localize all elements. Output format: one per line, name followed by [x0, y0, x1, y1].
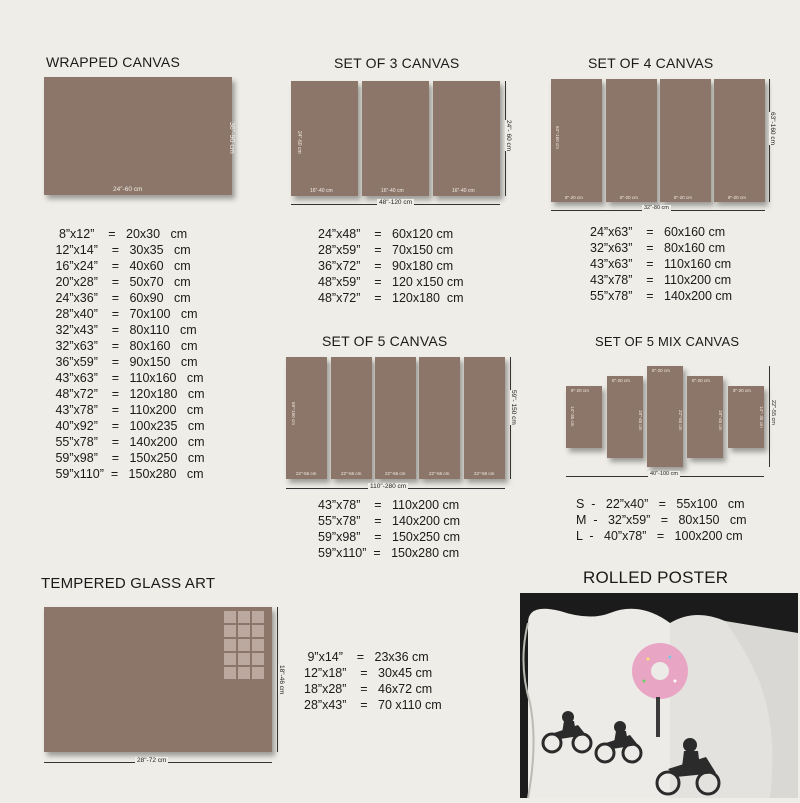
set4-panel-3	[660, 79, 711, 202]
size-row: 12”x18” = 30x45 cm	[304, 666, 433, 680]
poster-title: ROLLED POSTER	[583, 568, 729, 587]
size-row: 36”x59” = 90x150 cm	[52, 355, 198, 369]
set5mix-height-label: 22"-55 cm	[770, 400, 776, 425]
size-row: 24”x63” = 60x160 cm	[590, 225, 726, 239]
size-row: 18”x28” = 46x72 cm	[304, 682, 433, 696]
size-row: 48”x59” = 120 x150 cm	[318, 275, 464, 289]
set3-panel-2	[362, 81, 429, 196]
set4-panel-2	[606, 79, 657, 202]
set4-sizes-list	[590, 224, 732, 304]
wrapped-sizes-list	[52, 226, 205, 482]
set5-panel-label-5: 22"-56 cm	[474, 471, 495, 476]
set5mix-panel-label-4: 8"-20 cm	[692, 378, 710, 383]
set3-height-label: 24"- 60 cm	[505, 120, 512, 152]
set5mix-panel-label-3: 8"-20 cm	[652, 368, 670, 373]
glass-panel	[44, 607, 272, 752]
set5-sizes-list	[318, 497, 460, 561]
set5mix-title: SET OF 5 MIX CANVAS	[595, 334, 740, 349]
size-row: L - 40”x78” = 100x200 cm	[576, 529, 743, 543]
set5-side-label: 59"-150 cm	[291, 402, 296, 425]
set3-panel-3	[433, 81, 500, 196]
size-row: 24”x48” = 60x120 cm	[318, 227, 454, 241]
poster-frame	[520, 593, 798, 798]
set5mix-panel-label-2: 8"-20 cm	[612, 378, 630, 383]
size-row: 43”x78” = 110x200 cm	[52, 403, 204, 417]
set4-panel-label-3: 8"-20 cm	[674, 195, 692, 200]
set5-panel-4	[419, 357, 460, 479]
set3-panel-label-1: 16"-40 cm	[310, 188, 333, 194]
set5mix-side-5: 14"- 35 cm	[759, 406, 764, 428]
set5-panel-5	[464, 357, 505, 479]
set5-panel-label-4: 22"-56 cm	[429, 471, 450, 476]
set5mix-side-4: 18"-45 cm	[718, 410, 723, 431]
glass-sizes-list	[304, 649, 442, 713]
set3-panel-label-3: 16"-40 cm	[452, 188, 475, 194]
size-row: 59”x110” = 150x280 cm	[318, 546, 460, 560]
size-row: 32”x43” = 80x110 cm	[52, 323, 197, 337]
wrapped-width-label: 24"-60 cm	[113, 186, 143, 193]
set3-side-label: 24"-60 cm	[296, 131, 302, 154]
set5-title: SET OF 5 CANVAS	[322, 333, 448, 349]
set4-title: SET OF 4 CANVAS	[588, 55, 714, 71]
size-row: 43”x63” = 110x160 cm	[590, 257, 732, 271]
set5mix-sizes-list	[576, 496, 747, 544]
size-row: 43”x78” = 110x200 cm	[318, 498, 460, 512]
size-row: 8”x12” = 20x30 cm	[52, 227, 188, 241]
set3-width-label: 48"-120 cm	[379, 199, 413, 206]
set4-side-label: 63"-160 cm	[555, 126, 560, 149]
set3-title: SET OF 3 CANVAS	[334, 55, 460, 71]
size-row: 16”x24” = 40x60 cm	[52, 259, 191, 273]
set4-panel-label-2: 8"-20 cm	[620, 195, 638, 200]
set4-panel-label-4: 8"-20 cm	[728, 195, 746, 200]
size-row: 32”x63” = 80x160 cm	[52, 339, 198, 353]
size-row: 28”x59” = 70x150 cm	[318, 243, 454, 257]
size-row: 40”x92” = 100x235 cm	[52, 419, 205, 433]
size-row: 24”x36” = 60x90 cm	[52, 291, 191, 305]
set3-sizes-list	[318, 226, 464, 306]
glass-reflection	[224, 611, 264, 679]
size-row: 55”x78” = 140x200 cm	[52, 435, 205, 449]
set5-panel-label-2: 22"-56 cm	[341, 471, 362, 476]
set5-width-label: 110"-280 cm	[370, 483, 407, 490]
size-row: 9”x14” = 23x36 cm	[304, 650, 429, 664]
size-row: 48”x72” = 120x180 cm	[52, 387, 205, 401]
set3-panel-label-2: 16"-40 cm	[381, 188, 404, 194]
glass-title: TEMPERED GLASS ART	[41, 575, 216, 592]
size-row: M - 32”x59” = 80x150 cm	[576, 513, 747, 527]
size-row: 48”x72” = 120x180 cm	[318, 291, 464, 305]
size-row: 12”x14” = 30x35 cm	[52, 243, 191, 257]
size-row: 43”x63” = 110x160 cm	[52, 371, 204, 385]
size-row: 28”x40” = 70x100 cm	[52, 307, 198, 321]
size-row: 20”x28” = 50x70 cm	[52, 275, 191, 289]
set4-panel-4	[714, 79, 765, 202]
set5mix-side-3: 22"-55 cm	[678, 410, 683, 431]
set5mix-side-1: 14"-35 cm	[570, 406, 575, 427]
glass-width-label: 28"-72 cm	[137, 757, 167, 764]
wrapped-canvas-panel	[44, 77, 232, 195]
set5-panel-label-3: 22"-56 cm	[385, 471, 406, 476]
wrapped-height-label: 36"-90 cm	[228, 122, 235, 154]
set4-panel-label-1: 8"-20 cm	[565, 195, 583, 200]
size-row: 55”x78” = 140x200 cm	[590, 289, 733, 303]
wrapped-canvas-title: WRAPPED CANVAS	[46, 54, 181, 70]
size-row: 55”x78” = 140x200 cm	[318, 514, 461, 528]
size-row: 59”x98” = 150x250 cm	[318, 530, 461, 544]
size-row: 59”x110” = 150x280 cm	[52, 467, 204, 481]
set4-width-label: 32"-80 cm	[644, 205, 669, 211]
size-row: 59”x98” = 150x250 cm	[52, 451, 205, 465]
set5-height-label: 59"- 150 cm	[510, 390, 517, 425]
set5-panel-3	[375, 357, 416, 479]
set5mix-side-2: 18"-45 cm	[638, 410, 643, 431]
set5-panel-2	[331, 357, 372, 479]
size-row: S - 22”x40” = 55x100 cm	[576, 497, 745, 511]
set5mix-panel-label-1: 8"-20 cm	[571, 388, 589, 393]
set4-height-label: 63"-160 cm	[769, 112, 776, 146]
size-row: 43”x78” = 110x200 cm	[590, 273, 732, 287]
set5mix-panel-label-5: 8"-20 cm	[733, 388, 751, 393]
glass-height-label: 18"-46 cm	[278, 665, 285, 695]
set5mix-width-label: 40"-100 cm	[650, 471, 678, 477]
set5-panel-label-1: 22"-56 cm	[296, 471, 317, 476]
size-row: 28”x43” = 70 x110 cm	[304, 698, 442, 712]
size-row: 36”x72” = 90x180 cm	[318, 259, 454, 273]
size-row: 32”x63” = 80x160 cm	[590, 241, 726, 255]
rolled-poster-image	[520, 593, 798, 798]
